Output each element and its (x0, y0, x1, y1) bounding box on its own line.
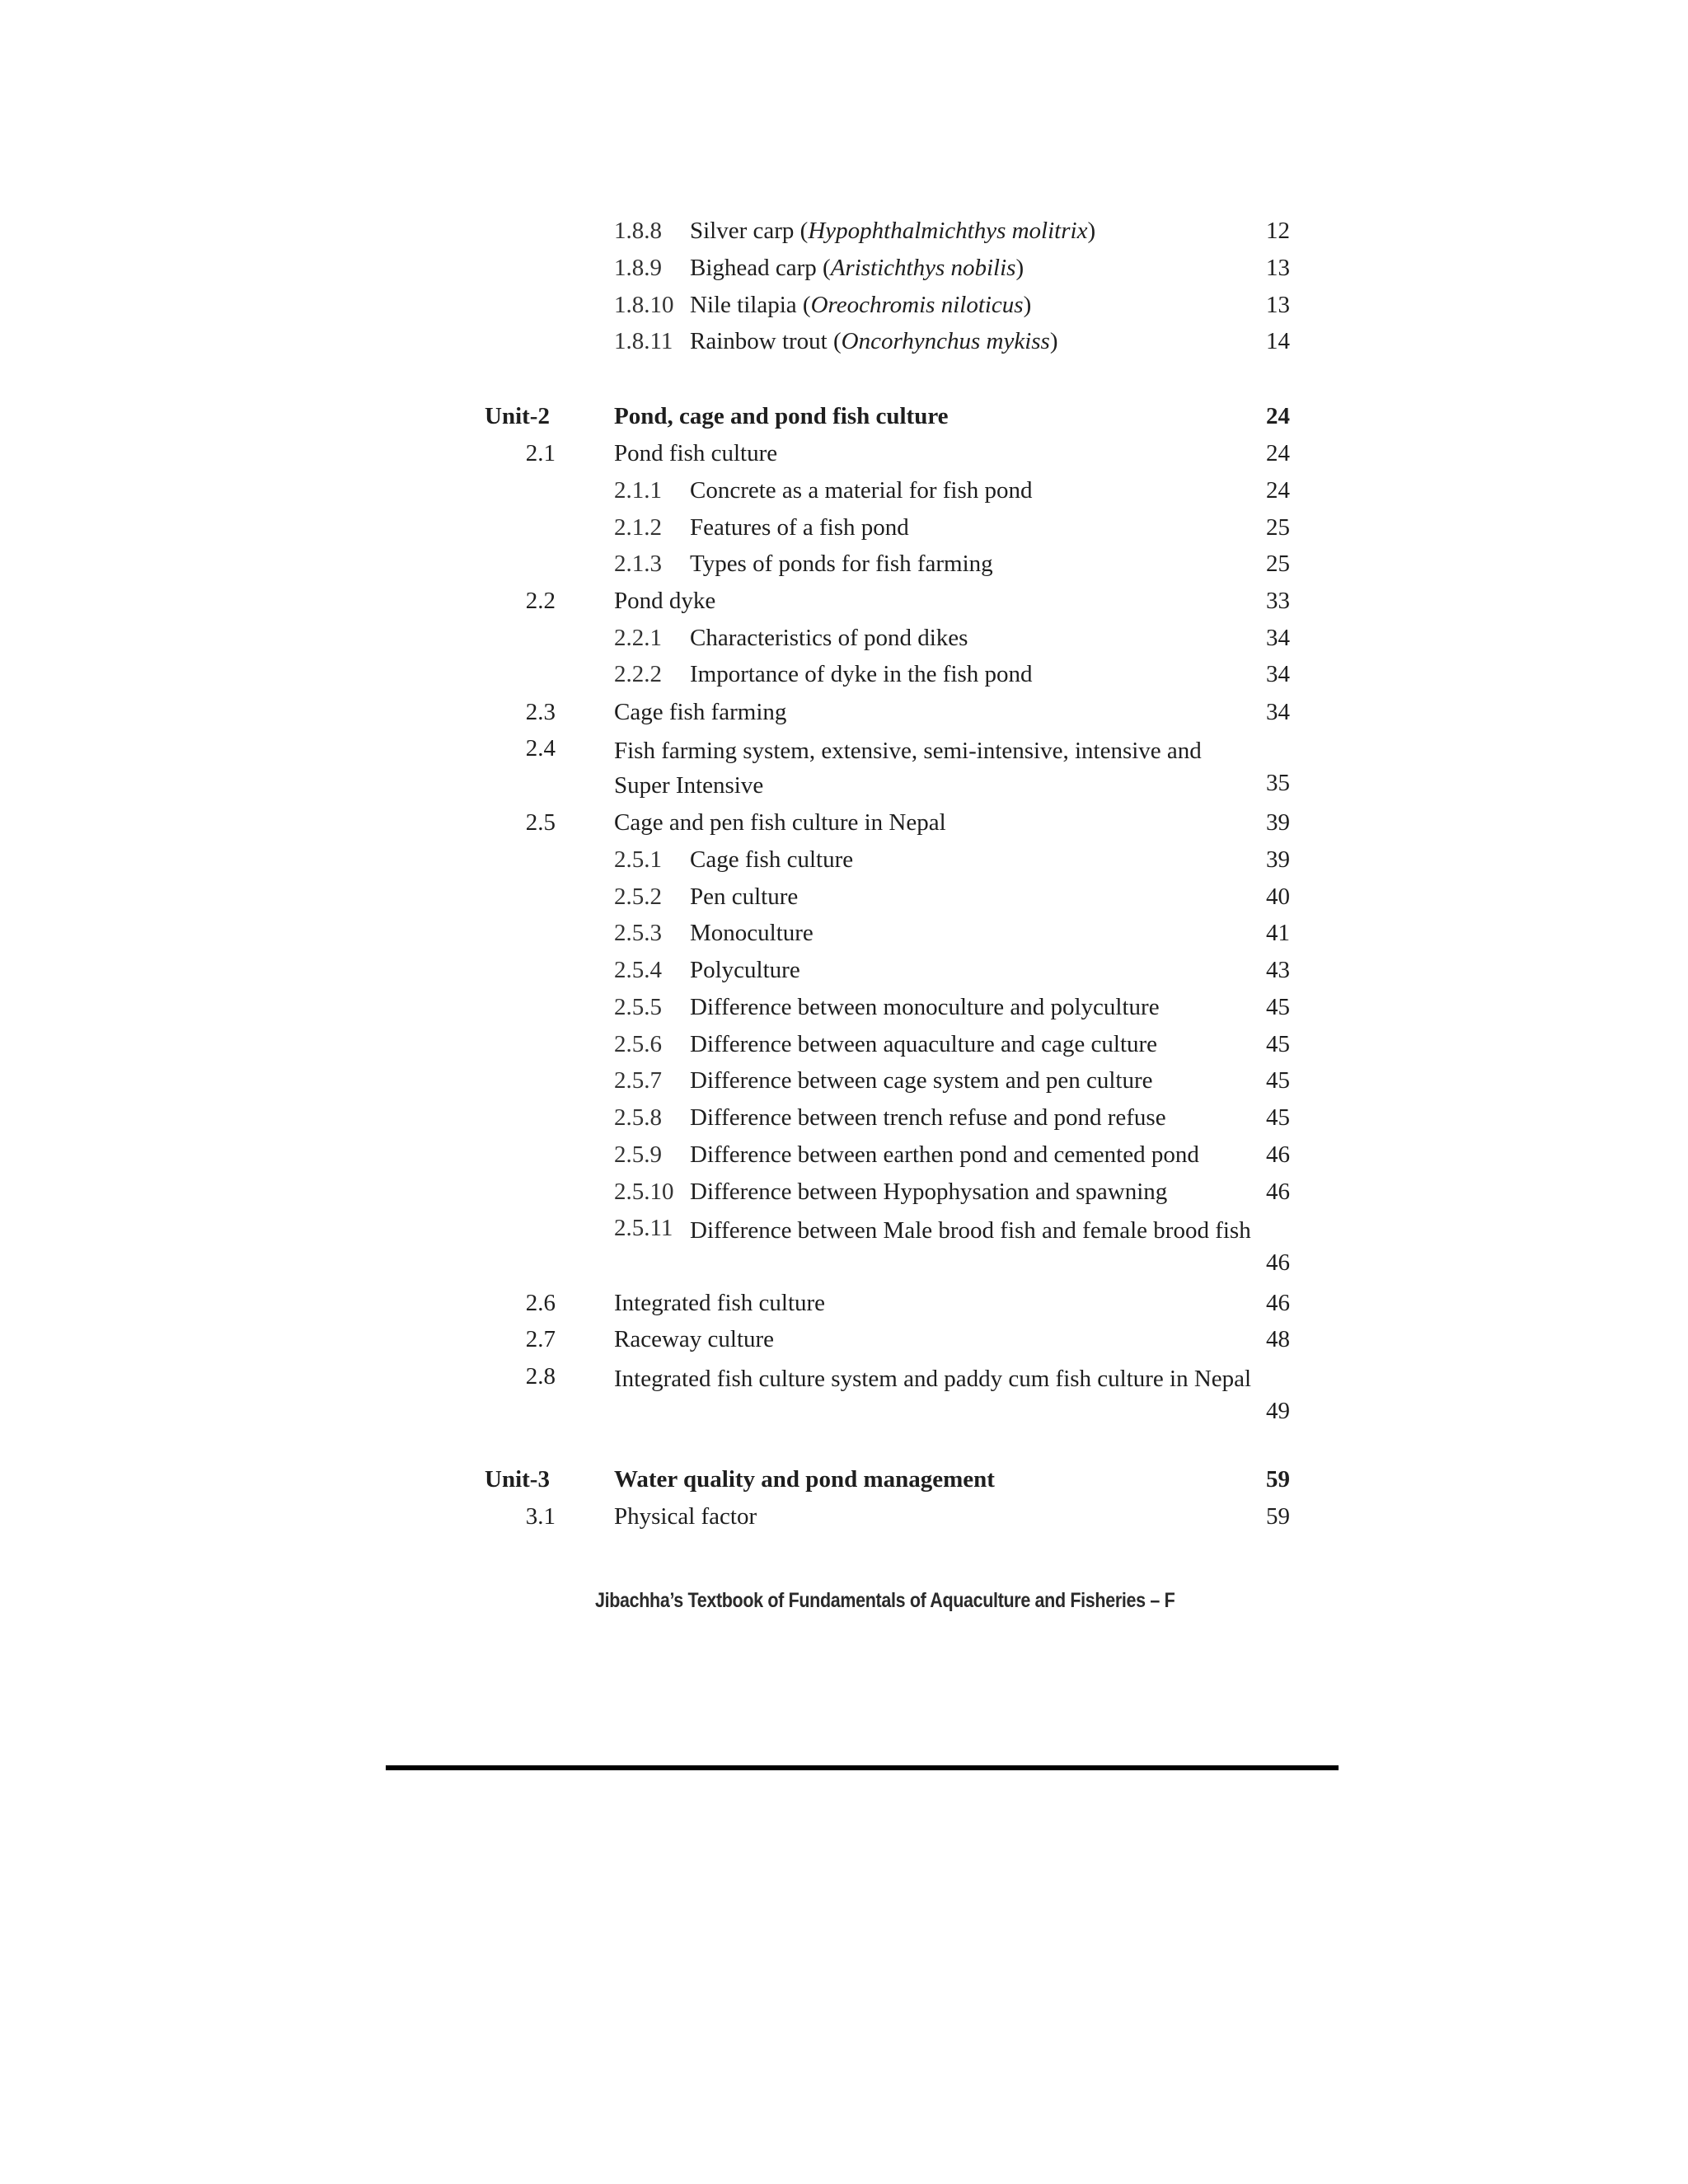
toc-subsection-row (0, 955, 1688, 985)
toc-title: Types of ponds for fish farming (690, 551, 993, 577)
toc-number: 2.2.2 (614, 661, 662, 687)
toc-subsection-row (0, 845, 1688, 874)
toc-section-row (0, 1502, 1688, 1531)
toc-page-number: 24 (1266, 477, 1290, 504)
toc-title-part: Nile tilapia ( (690, 292, 811, 318)
toc-subsection-row (0, 326, 1688, 356)
toc-subsection-row (0, 1213, 1688, 1279)
toc-page-number: 45 (1266, 1104, 1290, 1131)
toc-title: Difference between cage system and pen culture (690, 1067, 1153, 1094)
toc-title: Raceway culture (614, 1326, 775, 1352)
toc-unit-row (0, 401, 1688, 431)
toc-page-number: 13 (1266, 292, 1290, 318)
toc-number: 2.4 (525, 735, 556, 762)
toc-number: 2.5.4 (614, 957, 662, 983)
toc-page-number: 43 (1266, 957, 1290, 983)
toc-page-number: 39 (1266, 846, 1290, 873)
toc-number: 2.5.7 (614, 1067, 662, 1094)
toc-page-number: 34 (1266, 699, 1290, 725)
toc-page-number: 48 (1266, 1326, 1290, 1352)
toc-title-part: Bighead carp ( (690, 255, 831, 281)
toc-title: Pond, cage and pond fish culture (614, 403, 949, 429)
toc-section-row (0, 1288, 1688, 1318)
toc-section-row (0, 586, 1688, 616)
toc-page-number: 45 (1266, 1031, 1290, 1057)
toc-title-part: ) (1023, 292, 1032, 318)
toc-number: 1.8.11 (614, 328, 673, 354)
toc-number: 2.5.5 (614, 994, 662, 1020)
toc-page-number: 46 (1266, 1141, 1290, 1168)
toc-title-part: ) (1087, 218, 1096, 244)
toc-page-number: 24 (1266, 403, 1290, 429)
toc-title: Difference between earthen pond and cemented pond (690, 1141, 1199, 1168)
toc-title: Characteristics of pond dikes (690, 625, 968, 651)
toc-page-number: 40 (1266, 883, 1290, 910)
toc-number: 2.5.9 (614, 1141, 662, 1168)
toc-title-scientific-name: Oncorhynchus mykiss (841, 328, 1050, 354)
toc-page-number: 35 (1266, 770, 1290, 796)
toc-unit-row (0, 1465, 1688, 1494)
toc-subsection-row (0, 1177, 1688, 1207)
toc-section-row (0, 1361, 1688, 1427)
toc-title-part: ) (1015, 255, 1025, 281)
toc-subsection-row (0, 513, 1688, 542)
toc-page-number: 49 (1266, 1398, 1290, 1424)
toc-number: 2.1.3 (614, 551, 662, 577)
toc-number: 3.1 (525, 1503, 556, 1530)
toc-title: Pen culture (690, 883, 799, 910)
toc-number: 2.5 (525, 809, 556, 836)
toc-title: Features of a fish pond (690, 514, 909, 541)
toc-number: 2.5.11 (614, 1215, 673, 1241)
toc-number: 1.8.8 (614, 218, 662, 244)
toc-subsection-row (0, 1029, 1688, 1059)
toc-title: Difference between aquaculture and cage culture (690, 1031, 1158, 1057)
toc-subsection-row (0, 1140, 1688, 1169)
toc-title: Cage fish farming (614, 699, 787, 725)
toc-number: 2.5.8 (614, 1104, 662, 1131)
toc-number: 1.8.10 (614, 292, 674, 318)
toc-number: 2.7 (525, 1326, 556, 1352)
toc-page-number: 34 (1266, 661, 1290, 687)
toc-title: Difference between trench refuse and pond refuse (690, 1104, 1166, 1131)
toc-number: 2.5.1 (614, 846, 662, 873)
toc-section-row (0, 697, 1688, 727)
toc-number: 1.8.9 (614, 255, 662, 281)
toc-title-part: ) (1049, 328, 1058, 354)
toc-title-part: Rainbow trout ( (690, 328, 842, 354)
toc-page-number: 45 (1266, 1067, 1290, 1094)
toc-page-number: 25 (1266, 514, 1290, 541)
toc-subsection-row (0, 290, 1688, 320)
toc-section-row (0, 808, 1688, 837)
toc-number: 2.8 (525, 1363, 556, 1390)
toc-title: Pond fish culture (614, 440, 778, 466)
toc-subsection-row (0, 659, 1688, 689)
toc-page-number: 25 (1266, 551, 1290, 577)
toc-title: Difference between Male brood fish and female brood fish (690, 1217, 1251, 1244)
toc-number: 2.1.2 (614, 514, 662, 541)
toc-title (690, 290, 1031, 320)
toc-page-number: 14 (1266, 328, 1290, 354)
toc-number: Unit-2 (485, 403, 550, 429)
toc-page-number: 13 (1266, 255, 1290, 281)
toc-section-row (0, 733, 1688, 799)
toc-page-number: 46 (1266, 1290, 1290, 1316)
toc-subsection-row (0, 476, 1688, 505)
toc-subsection-row (0, 992, 1688, 1022)
toc-title-part: Silver carp ( (690, 218, 809, 244)
toc-number: 2.5.2 (614, 883, 662, 910)
toc-title (690, 216, 1095, 246)
toc-title: Difference between monoculture and polyculture (690, 994, 1160, 1020)
toc-page-number: 12 (1266, 218, 1290, 244)
toc-page-number: 34 (1266, 625, 1290, 651)
toc-number: 2.2.1 (614, 625, 662, 651)
toc-section-row (0, 1324, 1688, 1354)
toc-page-number: 39 (1266, 809, 1290, 836)
toc-number: 2.2 (525, 588, 556, 614)
toc-page-number: 46 (1266, 1249, 1290, 1276)
toc-number: Unit-3 (485, 1466, 550, 1493)
toc-title-scientific-name: Aristichthys nobilis (830, 255, 1016, 281)
toc-subsection-row (0, 253, 1688, 283)
toc-page-number: 59 (1266, 1503, 1290, 1530)
toc-title: Physical factor (614, 1503, 757, 1530)
toc-title: Polyculture (690, 957, 800, 983)
toc-title: Integrated fish culture system and paddy cum fish culture in Nepal (614, 1366, 1252, 1392)
toc-title: Cage fish culture (690, 846, 854, 873)
toc-number: 2.6 (525, 1290, 556, 1316)
toc-page-number: 45 (1266, 994, 1290, 1020)
toc-subsection-row (0, 216, 1688, 246)
toc-title: Difference between Hypophysation and spawning (690, 1179, 1168, 1205)
toc-number: 2.5.10 (614, 1179, 674, 1205)
toc-page-number: 41 (1266, 920, 1290, 946)
toc-title: Pond dyke (614, 588, 716, 614)
toc-page-number: 46 (1266, 1179, 1290, 1205)
page-footer: Jibachha’s Textbook of Fundamentals of Aquaculture and Fisheries – F (595, 1589, 1175, 1612)
toc-subsection-row (0, 1066, 1688, 1095)
toc-subsection-row (0, 918, 1688, 948)
toc-subsection-row (0, 549, 1688, 579)
toc-title: Water quality and pond management (614, 1466, 995, 1493)
toc-page-number: 33 (1266, 588, 1290, 614)
toc-section-row (0, 438, 1688, 468)
toc-number: 2.5.6 (614, 1031, 662, 1057)
toc-title-scientific-name: Hypophthalmichthys molitrix (808, 218, 1088, 244)
toc-number: 2.3 (525, 699, 556, 725)
toc-title-scientific-name: Oreochromis niloticus (810, 292, 1024, 318)
toc-title (690, 253, 1024, 283)
toc-title: Fish farming system, extensive, semi-intensive, intensive and Super Intensive (614, 738, 1202, 799)
toc-page-number: 24 (1266, 440, 1290, 466)
toc-subsection-row (0, 623, 1688, 653)
toc-title: Importance of dyke in the fish pond (690, 661, 1033, 687)
toc-page-number: 59 (1266, 1466, 1290, 1493)
toc-number: 2.1.1 (614, 477, 662, 504)
toc-title: Integrated fish culture (614, 1290, 826, 1316)
toc-title: Concrete as a material for fish pond (690, 477, 1033, 504)
toc-subsection-row (0, 1103, 1688, 1132)
bottom-rule (386, 1765, 1339, 1770)
toc-number: 2.5.3 (614, 920, 662, 946)
toc-title: Monoculture (690, 920, 814, 946)
toc-subsection-row (0, 882, 1688, 912)
toc-title: Cage and pen fish culture in Nepal (614, 809, 946, 836)
toc-title (690, 326, 1058, 356)
toc-number: 2.1 (525, 440, 556, 466)
